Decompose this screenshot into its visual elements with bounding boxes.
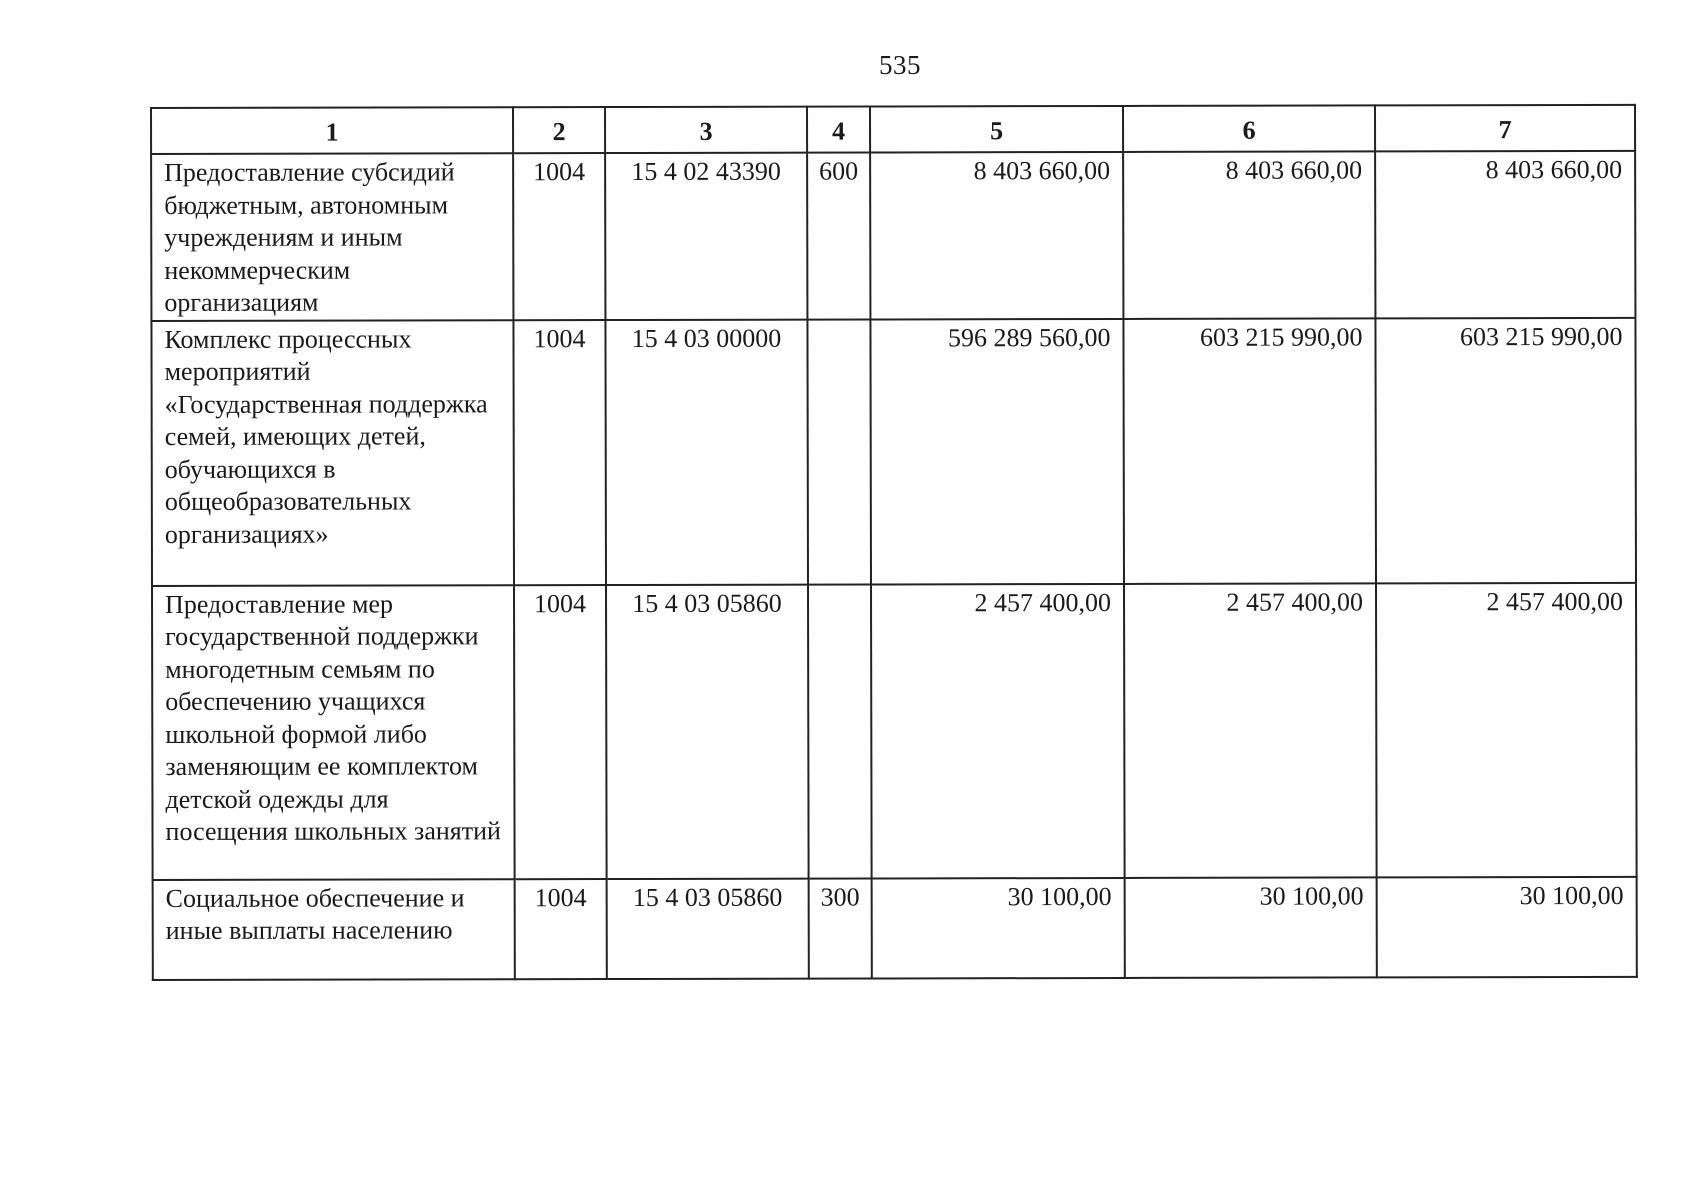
table-row	[151, 151, 1635, 321]
row-amount-7: 8 403 660,00	[1375, 151, 1635, 318]
row-section-code: 1004	[513, 153, 605, 320]
header-cell-4: 4	[807, 106, 870, 152]
row-expense-type: 300	[809, 878, 872, 978]
header-cell-1: 1	[151, 107, 513, 154]
row-target-code: 15 4 03 05860	[607, 878, 809, 978]
row-amount-6: 8 403 660,00	[1123, 151, 1375, 318]
row-amount-5: 8 403 660,00	[870, 152, 1123, 319]
header-cell-6: 6	[1123, 105, 1375, 152]
row-expense-type	[807, 319, 871, 584]
row-amount-5: 596 289 560,00	[870, 318, 1124, 584]
row-amount-6: 30 100,00	[1125, 877, 1377, 978]
budget-table	[150, 104, 1638, 981]
row-section-code: 1004	[514, 585, 607, 879]
table-body	[151, 151, 1637, 980]
header-row	[151, 105, 1635, 154]
row-amount-6: 2 457 400,00	[1124, 583, 1377, 878]
row-amount-5: 30 100,00	[872, 877, 1125, 978]
row-target-code: 15 4 02 43390	[605, 153, 807, 320]
table-row	[152, 582, 1637, 879]
row-expense-type: 600	[807, 152, 870, 319]
row-section-code: 1004	[515, 879, 607, 979]
row-name: Предоставление субсидий бюджетным, автономным учреждениям и иным некоммерческим организациям	[151, 153, 513, 320]
row-name: Социальное обеспечение и иные выплаты населению	[153, 879, 515, 980]
row-amount-5: 2 457 400,00	[871, 583, 1125, 878]
row-name: Предоставление мер государственной поддержки многодетным семьям по обеспечению учащихся школьной формой либо заменяющим ее комплектом детской одежды для посещения школьных занятий	[152, 585, 515, 880]
header-cell-5: 5	[870, 106, 1123, 153]
page-number: 535	[879, 50, 921, 80]
header-cell-3: 3	[605, 107, 807, 153]
header-cell-7: 7	[1375, 105, 1635, 152]
row-amount-7: 603 215 990,00	[1375, 317, 1636, 583]
row-target-code: 15 4 03 00000	[605, 319, 808, 584]
table-row	[151, 317, 1636, 585]
header-cell-2: 2	[513, 107, 605, 153]
row-target-code: 15 4 03 05860	[606, 584, 809, 878]
row-amount-7: 30 100,00	[1377, 876, 1637, 977]
table-header	[151, 105, 1635, 154]
row-section-code: 1004	[513, 320, 606, 585]
row-amount-6: 603 215 990,00	[1123, 318, 1376, 584]
row-expense-type	[808, 584, 872, 878]
row-name: Комплекс процессных мероприятий «Государственная поддержка семей, имеющих детей, обучающихся в общеобразовательных организациях»	[151, 320, 514, 586]
table-row	[153, 876, 1637, 979]
row-amount-7: 2 457 400,00	[1376, 582, 1637, 877]
